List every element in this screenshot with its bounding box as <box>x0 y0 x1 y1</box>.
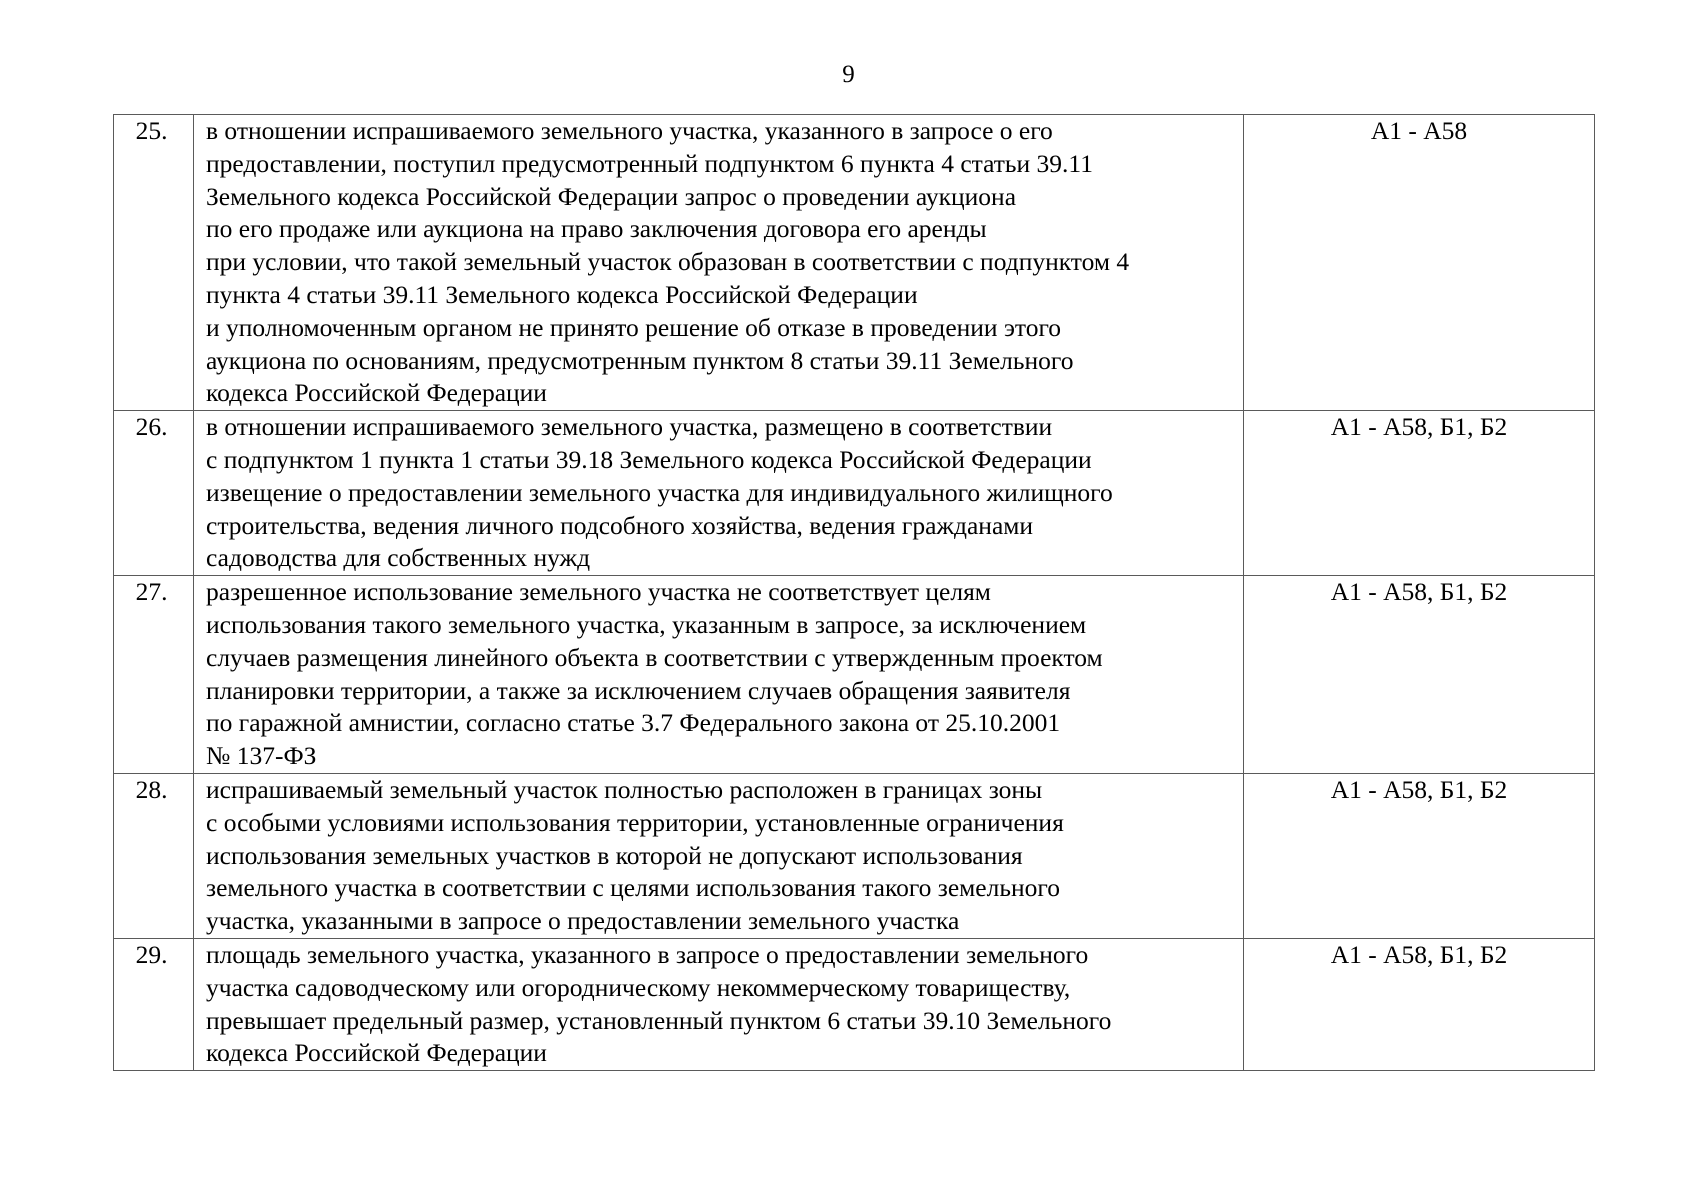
row-text-line: садоводства для собственных нужд <box>206 543 591 573</box>
row-text-line: участка садоводческому или огородническому некоммерческому товариществу, <box>206 972 1071 1002</box>
table-body <box>114 115 1595 1071</box>
row-number: 28. <box>135 774 168 804</box>
page-number: 9 <box>842 61 855 88</box>
row-text-line: в отношении испрашиваемого земельного участка, указанного в запросе о его <box>206 116 1053 145</box>
row-text-line: и уполномоченным органом не принято решение об отказе в проведении этого <box>206 312 1062 342</box>
row-text-line: использования такого земельного участка, указанным в запросе, за исключением <box>206 609 1087 639</box>
row-text-line: аукциона по основаниям, предусмотренным пунктом 8 статьи 39.11 Земельного <box>206 345 1074 375</box>
row-text-line: при условии, что такой земельный участок образован в соответствии с подпунктом 4 <box>206 247 1130 277</box>
row-number: 27. <box>135 577 168 607</box>
row-codes: А1 - А58, Б1, Б2 <box>1330 939 1508 969</box>
table-row <box>114 115 1595 411</box>
row-codes-cell <box>1244 411 1595 576</box>
row-text-line: использования земельных участков в которой не допускают использования <box>206 840 1023 870</box>
row-text-line: площадь земельного участка, указанного в запросе о предоставлении земельного <box>206 939 1089 969</box>
row-text-cell <box>194 411 1244 576</box>
row-number-cell <box>114 576 194 774</box>
row-text-line: предоставлении, поступил предусмотренный подпунктом 6 пункта 4 статьи 39.11 <box>206 148 1093 178</box>
row-number-cell <box>114 411 194 576</box>
row-text-line: Земельного кодекса Российской Федерации запрос о проведении аукциона <box>206 181 1017 211</box>
row-text-line: № 137-ФЗ <box>206 741 317 771</box>
row-text-line: разрешенное использование земельного участка не соответствует целям <box>206 577 991 607</box>
row-number-cell <box>114 773 194 938</box>
row-text-line: превышает предельный размер, установленный пунктом 6 статьи 39.10 Земельного <box>206 1005 1112 1035</box>
row-codes-cell <box>1244 938 1595 1070</box>
row-codes: А1 - А58, Б1, Б2 <box>1330 577 1508 607</box>
row-text-line: в отношении испрашиваемого земельного участка, размещено в соответствии <box>206 412 1053 442</box>
row-text-line: строительства, ведения личного подсобного хозяйства, ведения гражданами <box>206 510 1034 540</box>
row-text-line: земельного участка в соответствии с целями использования такого земельного <box>206 873 1060 903</box>
table-row <box>114 411 1595 576</box>
table-row <box>114 576 1595 774</box>
row-text-line: случаев размещения линейного объекта в соответствии с утвержденным проектом <box>206 642 1103 672</box>
row-text-line: по его продаже или аукциона на право заключения договора его аренды <box>206 214 987 244</box>
row-codes-cell <box>1244 773 1595 938</box>
row-text-line: с подпунктом 1 пункта 1 статьи 39.18 Земельного кодекса Российской Федерации <box>206 444 1092 474</box>
row-text-line: испрашиваемый земельный участок полностью расположен в границах зоны <box>206 774 1043 804</box>
row-codes: А1 - А58, Б1, Б2 <box>1330 774 1508 804</box>
row-text-line: планировки территории, а также за исключением случаев обращения заявителя <box>206 675 1071 705</box>
row-number-cell <box>114 938 194 1070</box>
row-number-cell <box>114 115 194 411</box>
row-text-line: кодекса Российской Федерации <box>206 1038 547 1068</box>
row-codes: А1 - А58, Б1, Б2 <box>1330 412 1508 442</box>
table-row <box>114 938 1595 1070</box>
row-text-cell <box>194 576 1244 774</box>
row-codes-cell <box>1244 115 1595 411</box>
row-text-line: с особыми условиями использования территории, установленные ограничения <box>206 807 1064 837</box>
row-codes-cell <box>1244 576 1595 774</box>
row-text-line: пункта 4 статьи 39.11 Земельного кодекса Российской Федерации <box>206 279 918 309</box>
row-text-line: по гаражной амнистии, согласно статье 3.7 Федерального закона от 25.10.2001 <box>206 708 1061 738</box>
row-text-cell <box>194 115 1244 411</box>
row-text-line: кодекса Российской Федерации <box>206 378 547 408</box>
row-text-line: участка, указанными в запросе о предоставлении земельного участка <box>206 906 960 936</box>
row-number: 25. <box>135 116 168 145</box>
row-number: 26. <box>135 412 168 442</box>
table-row <box>114 773 1595 938</box>
row-text-cell <box>194 773 1244 938</box>
row-text-line: извещение о предоставлении земельного участка для индивидуального жилищного <box>206 477 1113 507</box>
grounds-table <box>113 114 1595 1071</box>
row-text-cell <box>194 938 1244 1070</box>
row-codes: А1 - А58 <box>1370 116 1468 145</box>
row-number: 29. <box>135 939 168 969</box>
